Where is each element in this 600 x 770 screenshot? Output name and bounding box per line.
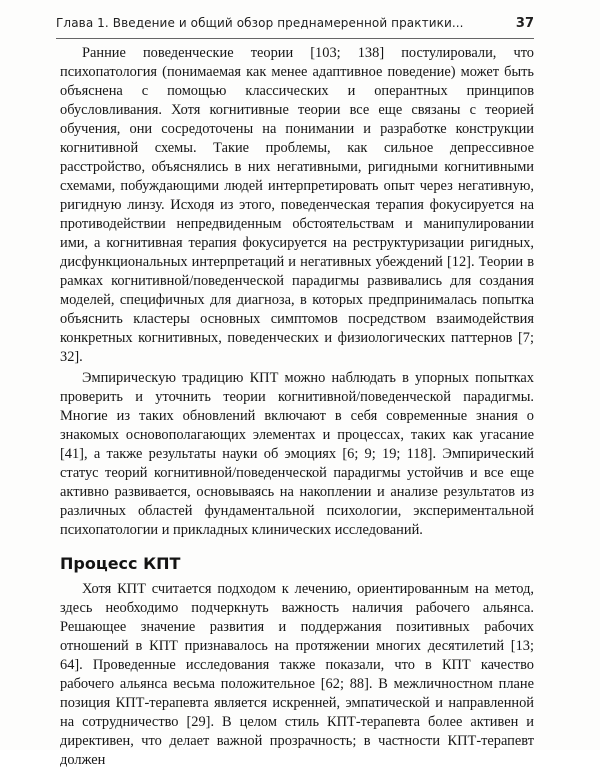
section-heading: Процесс КПТ <box>60 554 181 573</box>
running-header <box>56 8 534 38</box>
chapter-title: Глава 1. Введение и общий обзор преднамеренной практики... <box>56 16 464 30</box>
body-paragraph: Ранние поведенческие теории [103; 138] постулировали, что психопатология (понимаемая как менее адаптивное поведение) может быть объяснена с помощью классических и оперантных принципов обусловливания. Хотя когнитивные теории все еще связаны с теорией обучения, они сосредоточены на понимании и разработке конструкции когнитивной схемы. Такие проблемы, как сильное депрессивное расстройство, объяснялись в них негативными, ригидными когнитивными схемами, побуждающими людей интерпретировать опыт через негативную, ригидную линзу. Исходя из этого, поведенческая терапия фокусируется на противодействии непредвиденным обстоятельствам и манипулировании ими, а когнитивная терапия фокусируется на реструктуризации ригидных, дисфункциональных интерпретаций и негативных убеждений [12]. Теории в рамках когнитивной/поведенческой парадигмы развивались для создания моделей, специфичных для диагноза, в которых предпринималась попытка объяснить кластеры основных симптомов посредством взаимодействия конкретных когнитивных, поведенческих и физиологических паттернов [7; 32]. <box>60 45 534 365</box>
body-paragraph: Эмпирическую традицию КПТ можно наблюдать в упорных попытках проверить и уточнить теории когнитивной/поведенческой парадигмы. Многие из таких обновлений включают в себя современные знания о знакомых основополагающих элементах и процессах, таких как угасание [41], а также результаты науки об эмоциях [6; 9; 19; 118]. Эмпирический статус теорий когнитивной/поведенческой парадигмы устойчив и все еще активно развивается, основываясь на накоплении и анализе результатов из различных областей фундаментальной психологии, экспериментальной психопатологии и прикладных клинических исследований. <box>60 370 534 538</box>
page-number: 37 <box>515 15 534 31</box>
header-divider <box>56 38 534 39</box>
section-paragraph: Хотя КПТ считается подходом к лечению, ориентированным на метод, здесь необходимо подчеркнуть важность наличия рабочего альянса. Решающее значение развития и поддержания позитивных рабочих отношений в КПТ признавалось на протяжении многих десятилетий [13; 64]. Проведенные исследования также показали, что в КПТ качество рабочего альянса весьма положительное [62; 88]. В межличностном плане позиция КПТ-терапевта является искренней, эмпатической и направленной на сотрудничество [29]. В целом стиль КПТ-терапевта более активен и директивен, что делает важной прозрачность; в частности КПТ-терапевт должен <box>60 581 534 768</box>
page-body <box>60 44 534 770</box>
